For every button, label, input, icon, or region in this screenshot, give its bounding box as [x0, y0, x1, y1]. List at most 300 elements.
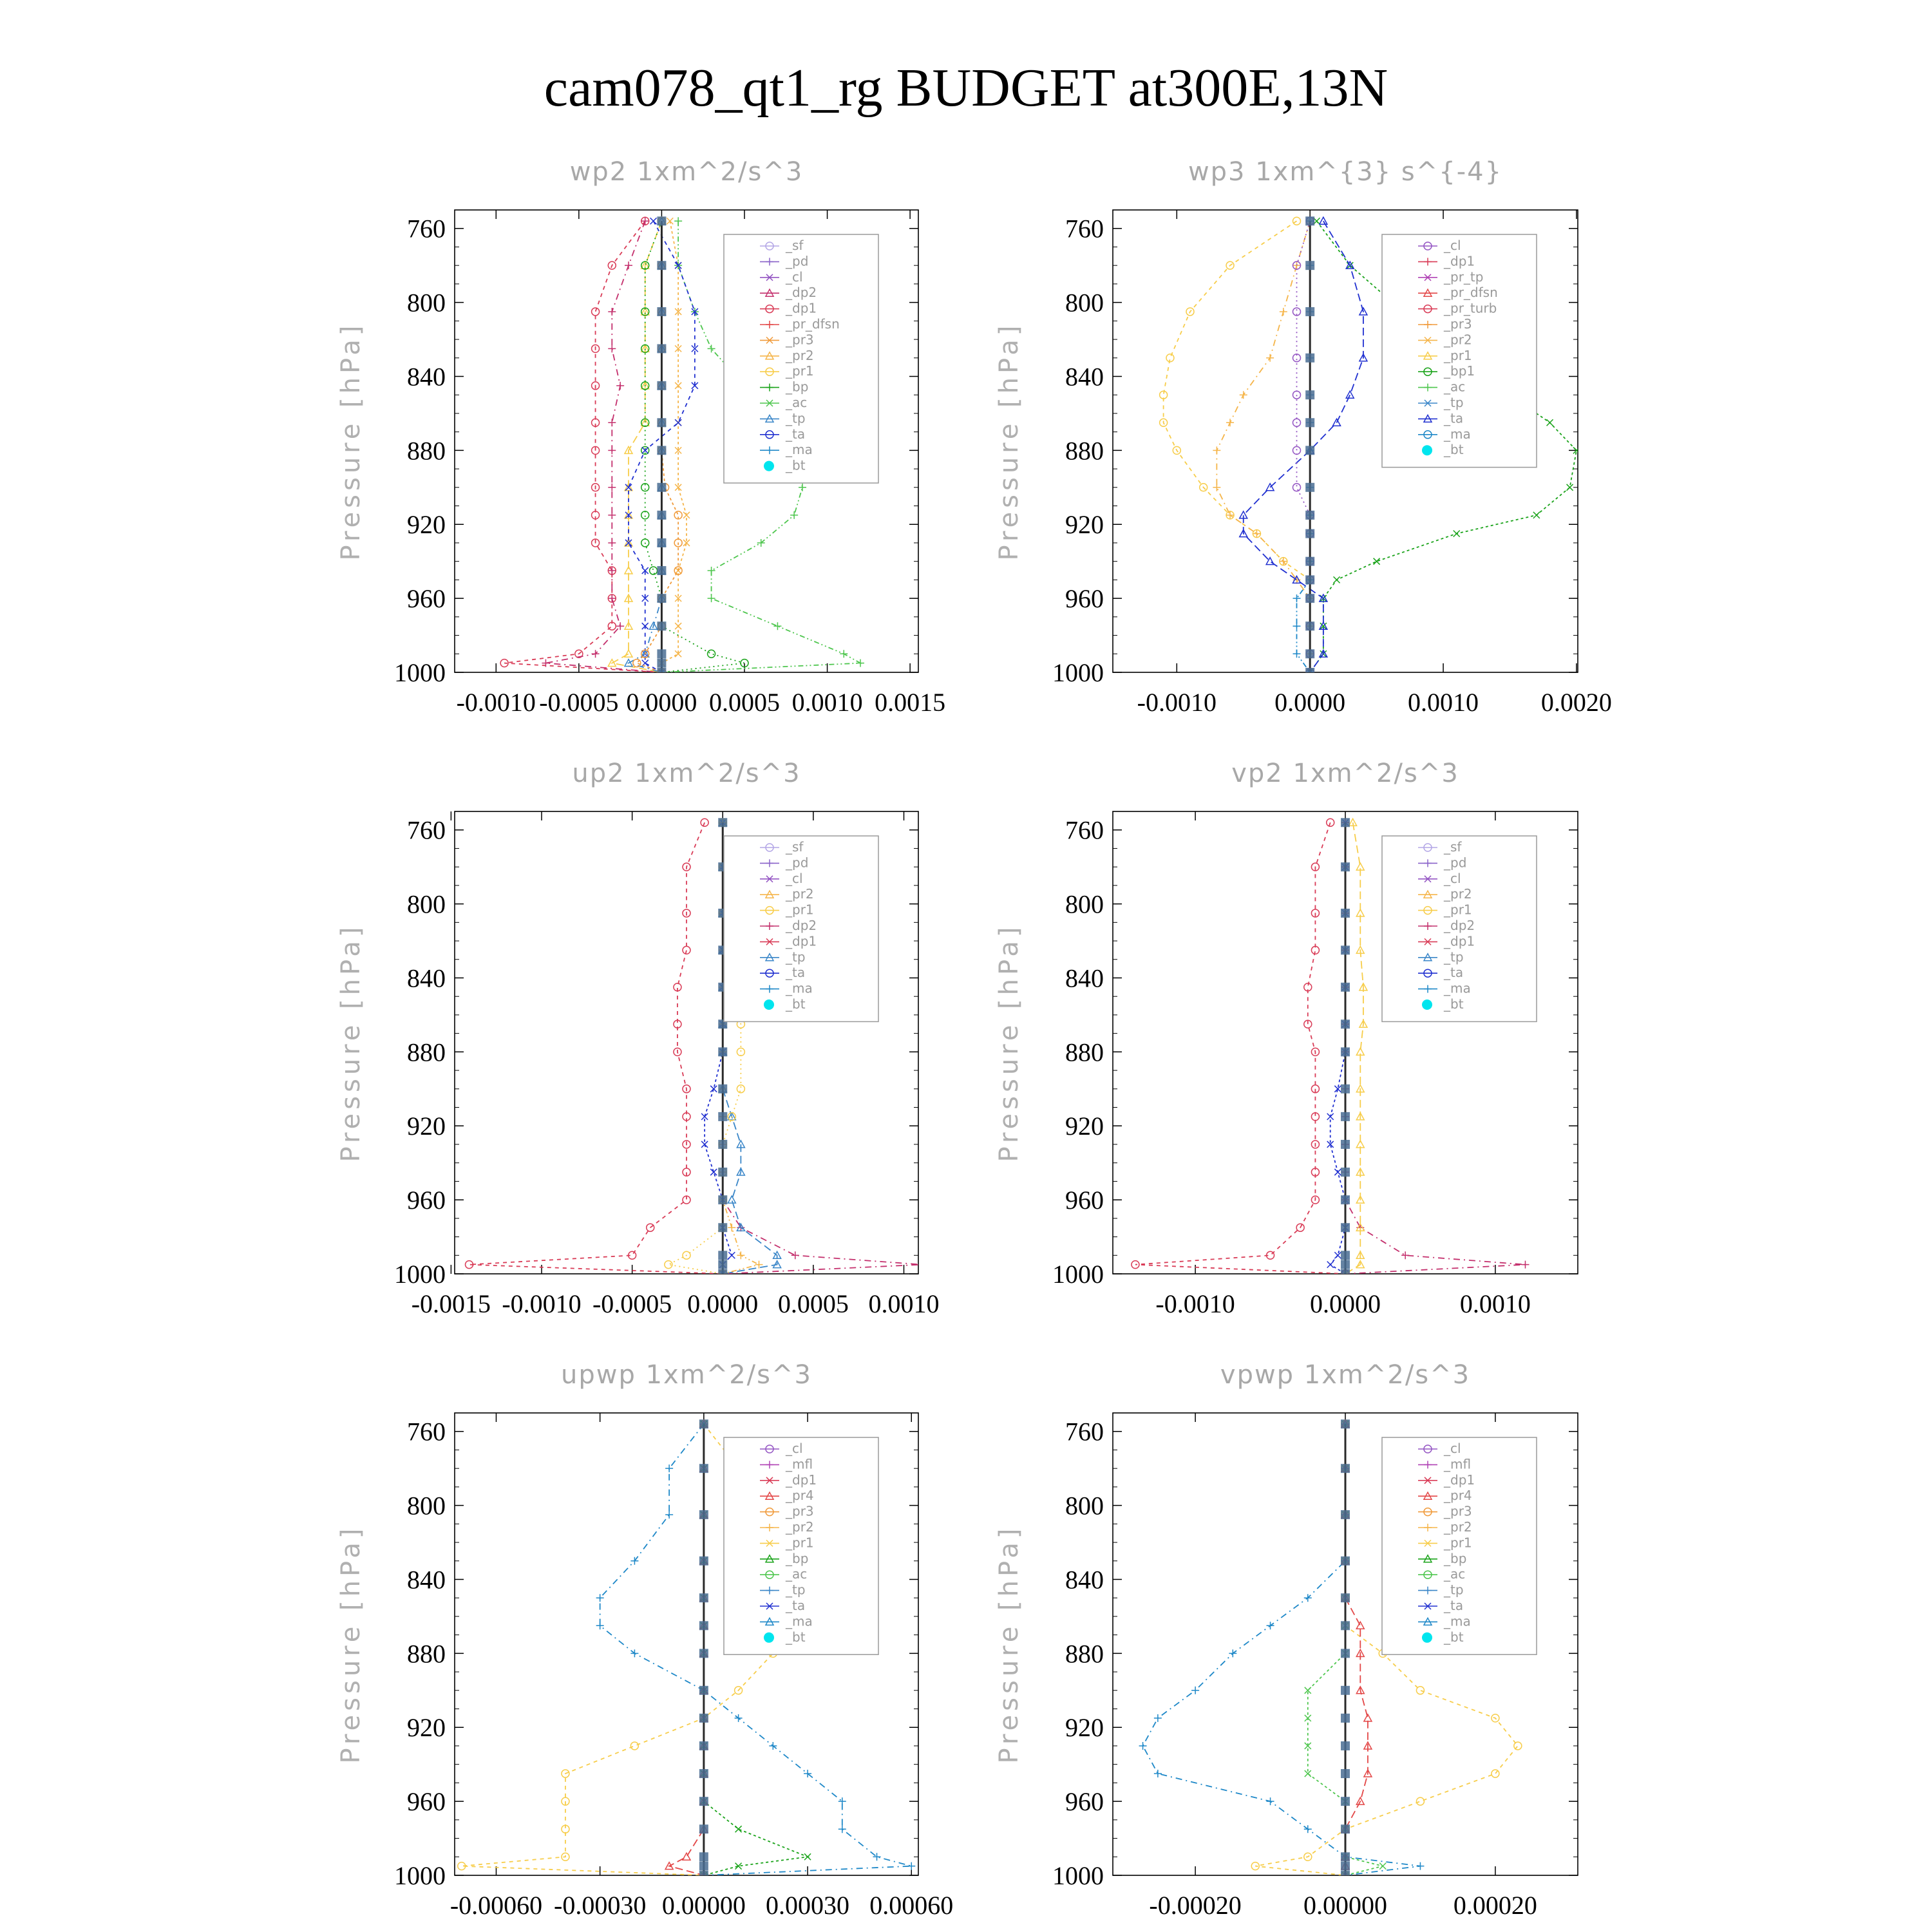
series-marker	[683, 1853, 690, 1860]
series-marker	[608, 419, 616, 426]
x-tick-label: 0.0000	[687, 1289, 759, 1318]
series-marker-bt	[1341, 818, 1350, 827]
series-marker-bt	[1341, 1140, 1350, 1149]
x-tick-label: -0.0010	[1155, 1289, 1235, 1318]
series-marker	[616, 382, 624, 390]
legend-entry: _pd	[786, 855, 809, 871]
series-marker-bt	[1341, 1168, 1350, 1177]
y-axis-label: Pressure [hPa]	[994, 1524, 1024, 1764]
series-marker	[838, 1797, 846, 1805]
series-marker-bt	[1341, 1769, 1350, 1778]
legend-entry: _tp	[1444, 395, 1464, 410]
series-marker	[674, 217, 682, 225]
legend-entry: _ac	[786, 395, 808, 410]
series-marker	[918, 1261, 926, 1269]
series-marker	[641, 511, 649, 519]
y-axis-label: Pressure [hPa]	[336, 321, 366, 561]
legend-entry: _ma	[1444, 980, 1471, 996]
y-tick-label: 920	[407, 1713, 446, 1743]
series-marker-bt	[699, 1741, 708, 1750]
legend-entry: _ma	[786, 980, 813, 996]
x-tick-label: 0.0015	[875, 688, 946, 717]
series-marker-bt	[657, 381, 666, 390]
legend-entry: _sf	[786, 238, 804, 253]
y-tick-label: 800	[1065, 1491, 1104, 1520]
series-marker-bt	[1341, 1557, 1350, 1566]
legend-entry: _sf	[786, 839, 804, 855]
panel-title: wp2 1xm^2/s^3	[569, 157, 804, 187]
y-tick-label: 1000	[1052, 658, 1104, 687]
series-marker-bt	[718, 1269, 727, 1278]
series-marker-bt	[1305, 261, 1314, 270]
series-marker	[630, 1742, 638, 1750]
series-marker	[1293, 446, 1300, 454]
series-marker-bt	[1305, 649, 1314, 658]
series-marker	[701, 1141, 708, 1148]
series-marker-bt	[718, 1260, 727, 1269]
legend-entry: _pr2	[1444, 1519, 1472, 1535]
series-marker-bt	[699, 1649, 708, 1658]
series-marker	[773, 622, 781, 630]
y-tick-label: 1000	[394, 658, 446, 687]
series-marker	[804, 1853, 811, 1860]
legend-entry: _mfl	[1444, 1456, 1472, 1472]
series-marker-bt	[699, 1852, 708, 1861]
y-tick-label: 880	[407, 436, 446, 466]
y-tick-label: 800	[407, 889, 446, 919]
series-marker	[737, 1048, 744, 1056]
series-marker	[1320, 217, 1327, 224]
legend-entry: _pr1	[1444, 347, 1472, 363]
y-tick-label: 920	[1065, 1112, 1104, 1141]
series-marker	[592, 308, 600, 316]
legend-entry: _pr1	[1444, 902, 1472, 918]
series-marker	[1154, 1770, 1162, 1777]
series-marker	[608, 446, 616, 454]
series-marker	[675, 383, 681, 389]
series-marker	[1267, 1797, 1274, 1805]
legend-entry: _ta	[1444, 1598, 1464, 1613]
legend-entry: _mfl	[786, 1456, 813, 1472]
series-marker-bt	[699, 1510, 708, 1519]
page-title: cam078_qt1_rg BUDGET at300E,13N	[544, 58, 1388, 118]
y-tick-label: 1000	[394, 1260, 446, 1289]
series-marker	[735, 1826, 742, 1832]
series-marker	[650, 567, 658, 574]
series-marker-bt	[1341, 1195, 1350, 1204]
series-marker-bt	[657, 307, 666, 316]
series-marker	[1364, 1714, 1372, 1721]
legend-entry: _bt	[786, 1629, 806, 1645]
y-tick-label: 960	[407, 1186, 446, 1215]
series-marker-bt	[1305, 354, 1314, 363]
series-marker-bt	[657, 668, 666, 677]
series-marker	[1293, 594, 1300, 602]
series-marker-bt	[1341, 1019, 1350, 1028]
series-marker	[608, 539, 616, 547]
y-tick-label: 840	[407, 963, 446, 993]
series-marker	[1280, 308, 1287, 316]
y-tick-label: 760	[407, 214, 446, 243]
series-marker-bt	[657, 418, 666, 427]
series-marker	[799, 484, 806, 491]
series-line	[612, 221, 661, 672]
legend-entry: _ma	[1444, 426, 1471, 442]
series-marker-bt	[1341, 1852, 1350, 1861]
y-tick-label: 840	[407, 1565, 446, 1595]
panel-title: wp3 1xm^{3} s^{-4}	[1188, 157, 1503, 187]
legend-entry: _dp1	[786, 1472, 817, 1488]
x-tick-label: 0.0000	[1274, 688, 1346, 717]
series-marker-bt	[657, 659, 666, 668]
series-marker-bt	[657, 446, 666, 455]
series-marker	[683, 946, 690, 954]
y-tick-label: 840	[1065, 1565, 1104, 1595]
series-marker	[907, 1862, 915, 1870]
y-tick-label: 800	[407, 1491, 446, 1520]
series-marker-bt	[699, 1824, 708, 1833]
series-marker-bt	[699, 1686, 708, 1695]
series-marker	[1226, 419, 1234, 426]
legend-entry: _bt	[786, 457, 806, 473]
legend-entry: _ma	[1444, 1613, 1471, 1629]
series-marker	[1416, 1797, 1424, 1805]
legend-entry: _pr1	[786, 1535, 814, 1551]
series-marker	[1293, 484, 1300, 491]
legend-entry: _bt	[1444, 1629, 1464, 1645]
x-tick-label: 0.0000	[626, 688, 697, 717]
series-marker-bt	[1341, 1741, 1350, 1750]
series-marker	[1327, 1262, 1334, 1268]
series-marker	[625, 261, 632, 269]
legend-entry: _pr1	[786, 902, 814, 918]
series-marker-bt	[1305, 529, 1314, 538]
series-marker	[1356, 1622, 1364, 1629]
y-tick-label: 760	[1065, 214, 1104, 243]
legend-entry: _pr1	[1444, 1535, 1472, 1551]
y-tick-label: 880	[1065, 1037, 1104, 1067]
series-marker-bt	[1341, 1223, 1350, 1232]
series-marker-bt	[657, 216, 666, 225]
x-tick-label: -0.00030	[554, 1891, 647, 1920]
series-marker-bt	[1341, 1084, 1350, 1094]
series-marker-bt	[699, 1862, 708, 1871]
x-tick-label: -0.00060	[450, 1891, 543, 1920]
y-tick-label: 800	[407, 288, 446, 317]
legend-entry: _pr3	[1444, 1503, 1472, 1519]
series-marker-bt	[1305, 390, 1314, 399]
series-marker-bt	[1305, 216, 1314, 225]
y-tick-label: 880	[1065, 436, 1104, 466]
y-tick-label: 840	[1065, 963, 1104, 993]
panel-title: upwp 1xm^2/s^3	[561, 1360, 812, 1390]
series-marker-bt	[718, 1223, 727, 1232]
series-marker-bt	[1341, 1464, 1350, 1473]
x-tick-label: -0.0010	[502, 1289, 582, 1318]
panel-title: vpwp 1xm^2/s^3	[1220, 1360, 1471, 1390]
legend-entry: _dp1	[1444, 933, 1475, 949]
series-marker-bt	[699, 1621, 708, 1630]
y-axis-label: Pressure [hPa]	[994, 923, 1024, 1162]
y-tick-label: 1000	[1052, 1260, 1104, 1289]
series-marker	[1334, 1252, 1341, 1258]
x-tick-label: 0.0000	[1310, 1289, 1381, 1318]
series-marker-bt	[699, 1464, 708, 1473]
legend-entry: _pr_turb	[1444, 300, 1497, 316]
series-marker-bt	[1341, 1686, 1350, 1695]
series-marker	[728, 1252, 735, 1258]
legend-entry: _bp	[786, 379, 809, 395]
x-tick-label: 0.0005	[709, 688, 780, 717]
series-marker-bt	[1305, 594, 1314, 603]
series-line	[469, 822, 723, 1274]
y-tick-label: 920	[1065, 510, 1104, 540]
legend-entry: _ac	[786, 1566, 808, 1582]
legend-entry: _pr4	[786, 1488, 814, 1504]
series-marker	[675, 419, 681, 426]
series-marker-bt	[718, 818, 727, 827]
series-marker	[1305, 1715, 1311, 1721]
x-tick-label: 0.00030	[766, 1891, 850, 1920]
legend-entry: _dp1	[786, 300, 817, 316]
series-marker-bt	[1341, 1797, 1350, 1806]
series-marker	[608, 345, 616, 352]
x-tick-label: 0.0010	[1459, 1289, 1531, 1318]
series-marker	[1416, 1687, 1424, 1694]
panel-title: vp2 1xm^2/s^3	[1231, 759, 1459, 788]
legend-entry: _pr2	[786, 1519, 814, 1535]
series-marker-bt	[657, 261, 666, 270]
series-marker	[1334, 1169, 1341, 1175]
series-marker-bt	[1341, 1510, 1350, 1519]
series-marker-bt	[1341, 1862, 1350, 1871]
series-marker	[1213, 484, 1220, 491]
series-marker	[1374, 558, 1380, 565]
series-marker	[838, 1825, 846, 1833]
legend-entry: _dp1	[786, 933, 817, 949]
series-marker-bt	[718, 1112, 727, 1121]
series-marker-bt	[1341, 1621, 1350, 1630]
y-tick-label: 920	[407, 1112, 446, 1141]
y-axis-label: Pressure [hPa]	[336, 923, 366, 1162]
series-marker	[1334, 576, 1340, 583]
series-marker	[857, 659, 864, 667]
series-marker-bt	[657, 621, 666, 630]
series-marker	[708, 650, 715, 658]
series-marker	[710, 1169, 717, 1175]
series-marker-bt	[657, 538, 666, 547]
legend-entry: _pd	[1444, 855, 1467, 871]
y-tick-label: 880	[1065, 1639, 1104, 1669]
chart-panel	[994, 1360, 1578, 1920]
y-tick-label: 920	[407, 510, 446, 540]
series-marker-bt	[657, 344, 666, 353]
series-marker	[1514, 1742, 1522, 1750]
series-marker	[1266, 354, 1274, 362]
legend-entry: _dp1	[1444, 1472, 1475, 1488]
legend-entry: _cl	[786, 1441, 803, 1456]
series-marker-bt	[1341, 1269, 1350, 1278]
x-tick-label: 0.0010	[791, 688, 863, 717]
series-marker-bt	[699, 1714, 708, 1723]
x-tick-label: 0.00000	[1303, 1891, 1387, 1920]
series-marker	[1492, 1770, 1499, 1777]
legend-symbol	[764, 999, 774, 1010]
series-line	[1244, 221, 1363, 672]
series-marker	[1154, 1714, 1162, 1722]
series-marker-bt	[1341, 909, 1350, 918]
series-marker	[592, 650, 600, 658]
series-marker	[1401, 1251, 1409, 1259]
series-marker-bt	[699, 1557, 708, 1566]
panel-title: up2 1xm^2/s^3	[572, 759, 801, 788]
series-marker-bt	[699, 1593, 708, 1602]
series-marker-bt	[1305, 307, 1314, 316]
legend-entry: _tp	[786, 949, 806, 965]
series-marker	[737, 1085, 744, 1093]
legend-entry: _pr3	[786, 1503, 814, 1519]
legend-symbol	[1422, 445, 1432, 455]
series-marker	[650, 218, 657, 224]
series-marker	[608, 511, 616, 519]
series-marker-bt	[657, 511, 666, 520]
series-marker-bt	[699, 1871, 708, 1880]
y-tick-label: 1000	[1052, 1861, 1104, 1890]
series-marker	[1521, 1261, 1529, 1269]
legend-entry: _cl	[786, 269, 803, 285]
series-line	[504, 221, 661, 672]
legend-entry: _tp	[1444, 949, 1464, 965]
series-marker-bt	[1305, 446, 1314, 455]
legend-symbol	[764, 1633, 774, 1643]
series-marker-bt	[657, 594, 666, 603]
legend-entry: _tp	[1444, 1582, 1464, 1598]
x-tick-label: -0.0010	[1137, 688, 1217, 717]
series-marker-bt	[1341, 1593, 1350, 1602]
series-marker-bt	[1305, 557, 1314, 566]
legend-entry: _pd	[786, 253, 809, 269]
x-tick-label: -0.00020	[1149, 1891, 1242, 1920]
series-marker-bt	[657, 483, 666, 492]
series-marker	[708, 567, 715, 574]
legend-entry: _ta	[786, 1598, 806, 1613]
series-marker	[608, 484, 616, 491]
series-marker	[633, 659, 641, 667]
y-tick-label: 760	[407, 815, 446, 845]
series-marker	[1533, 512, 1540, 518]
legend-entry: _ac	[1444, 1566, 1466, 1582]
chart-panel	[336, 759, 940, 1318]
series-marker	[608, 308, 616, 316]
legend-entry: _pr2	[786, 347, 814, 363]
series-marker	[1240, 391, 1247, 399]
series-marker-bt	[1341, 1824, 1350, 1833]
series-marker	[1416, 1862, 1424, 1870]
series-line	[1164, 221, 1311, 672]
series-marker	[708, 345, 715, 352]
y-tick-label: 960	[407, 1787, 446, 1817]
legend-entry: _dp2	[1444, 918, 1475, 933]
series-marker-bt	[1305, 511, 1314, 520]
legend-entry: _cl	[1444, 870, 1461, 886]
series-marker-bt	[657, 649, 666, 658]
legend-entry: _cl	[1444, 1441, 1461, 1456]
legend-entry: _bp	[786, 1550, 809, 1566]
legend-entry: _ta	[1444, 965, 1464, 981]
series-marker-bt	[718, 1047, 727, 1056]
series-marker	[1139, 1742, 1147, 1750]
legend-entry: _ma	[786, 1613, 813, 1629]
y-tick-label: 960	[1065, 584, 1104, 614]
series-marker	[1293, 622, 1300, 630]
series-marker-bt	[1341, 1714, 1350, 1723]
y-tick-label: 960	[1065, 1186, 1104, 1215]
legend-entry: _tp	[786, 410, 806, 426]
chart-panel	[994, 157, 1612, 717]
legend-entry: _ta	[786, 426, 806, 442]
x-tick-label: -0.0005	[592, 1289, 672, 1318]
x-tick-label: -0.0005	[539, 688, 619, 717]
series-marker-bt	[657, 566, 666, 575]
series-marker-bt	[699, 1419, 708, 1428]
legend-entry: _tp	[786, 1582, 806, 1598]
y-axis-label: Pressure [hPa]	[994, 321, 1024, 561]
series-marker-bt	[1341, 862, 1350, 871]
legend-entry: _sf	[1444, 839, 1462, 855]
legend-entry: _dp1	[1444, 253, 1475, 269]
series-marker	[675, 623, 681, 629]
y-tick-label: 880	[407, 1639, 446, 1669]
legend-entry: _pr4	[1444, 1488, 1472, 1504]
legend-entry: _pr_dfsn	[1444, 285, 1498, 301]
y-tick-label: 1000	[394, 1861, 446, 1890]
legend-entry: _bp1	[1444, 363, 1475, 379]
legend-entry: _cl	[786, 870, 803, 886]
legend-entry: _pr2	[786, 886, 814, 902]
x-tick-label: -0.0015	[411, 1289, 491, 1318]
legend-entry: _pr_dfsn	[786, 316, 840, 332]
series-marker-bt	[718, 1168, 727, 1177]
series-marker-bt	[1341, 1251, 1350, 1260]
legend-entry: _cl	[1444, 238, 1461, 253]
y-tick-label: 760	[1065, 1417, 1104, 1446]
series-marker-bt	[718, 1140, 727, 1149]
series-marker	[728, 1224, 735, 1231]
series-marker	[728, 1196, 735, 1203]
series-marker-bt	[1341, 1419, 1350, 1428]
series-marker	[840, 650, 848, 658]
series-marker-bt	[1305, 668, 1314, 677]
chart-panel	[994, 759, 1578, 1318]
legend-entry: _pr3	[1444, 316, 1472, 332]
series-marker	[1213, 446, 1220, 454]
y-tick-label: 920	[1065, 1713, 1104, 1743]
series-marker	[737, 1251, 744, 1259]
legend-entry: _ta	[786, 965, 806, 981]
legend-entry: _bt	[786, 996, 806, 1012]
series-marker-bt	[1341, 1112, 1350, 1121]
series-marker-bt	[1341, 1649, 1350, 1658]
x-tick-label: 0.00060	[869, 1891, 954, 1920]
series-marker	[1567, 484, 1573, 491]
y-tick-label: 840	[1065, 362, 1104, 392]
y-tick-label: 880	[407, 1037, 446, 1067]
y-tick-label: 960	[1065, 1787, 1104, 1817]
series-marker-bt	[699, 1797, 708, 1806]
series-marker	[1293, 576, 1300, 583]
series-marker	[1327, 1113, 1334, 1120]
series-marker-bt	[1341, 1871, 1350, 1880]
